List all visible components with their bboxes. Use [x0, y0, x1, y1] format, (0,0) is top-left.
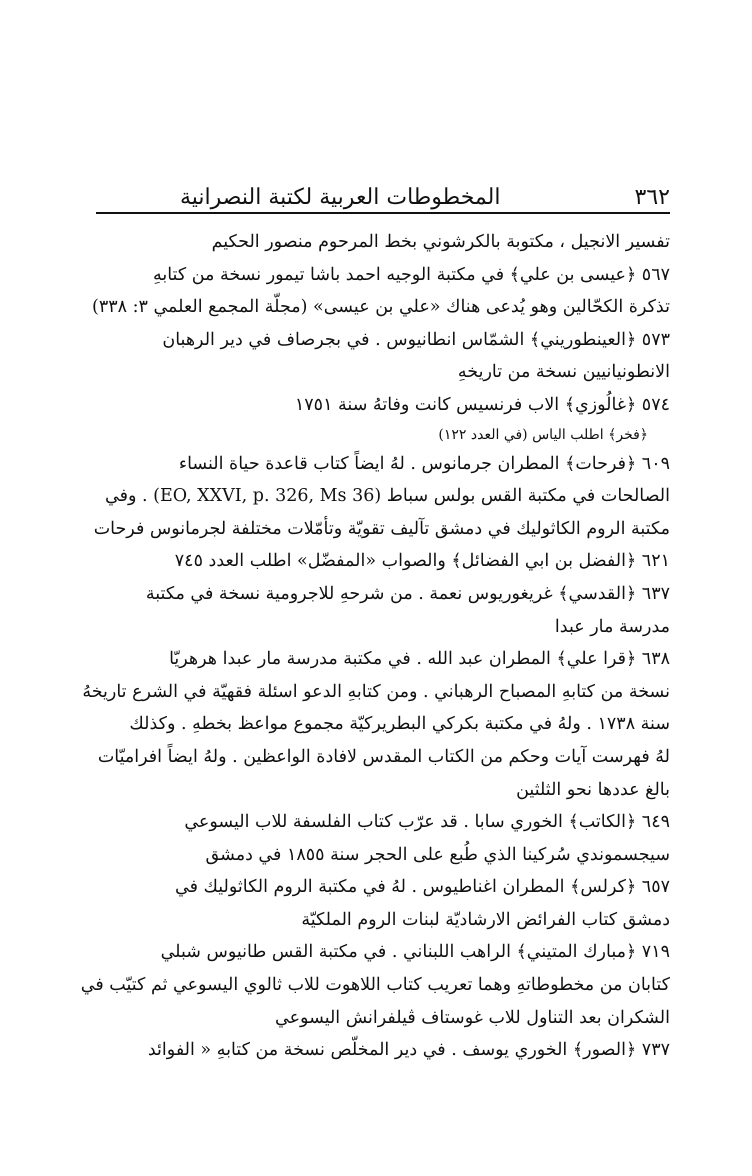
text-line: الصالحات في مكتبة القس بولس سباط (EO, XXVI, p. 326, Ms 36) . وفي [105, 486, 670, 507]
entry-line: ٦٥٧ ﴿كرلس﴾ المطران اغناطيوس . لهُ في مكتبة الروم الكاثوليك في [174, 877, 670, 898]
text-line: سيجسموندي سُركينا الذي طُبع على الحجر سنة ١٨٥٥ في دمشق [205, 844, 670, 865]
entry-line: ٦٠٩ ﴿فرحات﴾ المطران جرمانوس . لهُ ايضاً كتاب قاعدة حياة النساء [178, 453, 670, 474]
cross-reference-line: ﴿فخر﴾ اطلب الياس (في العدد ١٢٢) [438, 426, 648, 443]
entry-line: ٦٣٧ ﴿القدسي﴾ غريغوريوس نعمة . من شرحهِ للاجرومية نسخة في مكتبة [145, 583, 670, 604]
entry-line: ٦٣٨ ﴿قرا علي﴾ المطران عبد الله . في مكتبة مدرسة مار عبدا هرهريّا [169, 649, 670, 670]
entry-line: ٧١٩ ﴿مبارك المتيني﴾ الراهب اللبناني . في مكتبة القس طانيوس شبلي [160, 942, 670, 963]
text-line: تذكرة الكحّالين وهو يُدعى هناك «علي بن عيسى» (مجلّة المجمع العلمي ٣: ٣٣٨) [92, 297, 670, 318]
text-line: نسخة من كتابهِ المصباح الرهباني . ومن كتابهِ الدعو اسئلة فقهيّة في الشرع تاريخهُ [82, 681, 670, 702]
entry-line: ٥٦٧ ﴿عيسى بن علي﴾ في مكتبة الوجيه احمد باشا تيمور نسخة من كتابهِ [152, 264, 670, 285]
text-line: لهُ فهرست آيات وحكم من الكتاب المقدس لافادة الواعظين . ولهُ ايضاً افراميّات [97, 746, 670, 767]
text-line: سنة ١٧٣٨ . ولهُ في مكتبة بكركي البطريركيّة مجموع مواعظ بخطهِ . وكذلك [129, 714, 670, 735]
page-number: ٣٦٢ [634, 185, 670, 210]
text-line: مدرسة مار عبدا [554, 616, 670, 637]
text-line: مكتبة الروم الكاثوليك في دمشق تآليف تقويّة وتأمّلات مختلفة لجرمانوس فرحات [93, 518, 670, 539]
text-line: الشكران بعد التناول للاب غوستاف ڤيلفرانش اليسوعي [275, 1007, 670, 1028]
entry-line: ٦٤٩ ﴿الكاتب﴾ الخوري سابا . قد عرّب كتاب الفلسفة للاب اليسوعي [184, 812, 670, 833]
page-header [100, 176, 670, 210]
header-rule [96, 212, 670, 214]
text-line: دمشق كتاب الفرائض الارشاديّة لبنات الروم الملكيّة [301, 909, 670, 930]
text-line: بالغ عددها نحو الثلثين [516, 779, 670, 800]
entry-line: ٥٧٣ ﴿العينطوريني﴾ الشمّاس انطانيوس . في بجرصاف في دير الرهبان [162, 329, 670, 350]
running-title: المخطوطات العربية لكتبة النصرانية [180, 185, 501, 210]
entry-line: ٦٢١ ﴿الفضل بن ابي الفضائل﴾ والصواب «المفضّل» اطلب العدد ٧٤٥ [174, 551, 670, 572]
page-body [80, 226, 670, 1067]
text-line: تفسير الانجيل ، مكتوبة بالكرشوني بخط المرحوم منصور الحكيم [211, 232, 670, 252]
entry-line: ٧٣٧ ﴿الصور﴾ الخوري يوسف . في دير المخلّص نسخة من كتابهِ « الفوائد [147, 1040, 670, 1061]
text-line: الانطونيانيين نسخة من تاريخهِ [457, 362, 670, 383]
text-line: كتابان من مخطوطاتهِ وهما تعريب كتاب اللاهوت للاب ثالوي اليسوعي ثم كتيّب في [80, 975, 670, 996]
entry-line: ٥٧٤ ﴿غالُوزي﴾ الاب فرنسيس كانت وفاتهُ سنة ١٧٥١ [294, 394, 670, 415]
